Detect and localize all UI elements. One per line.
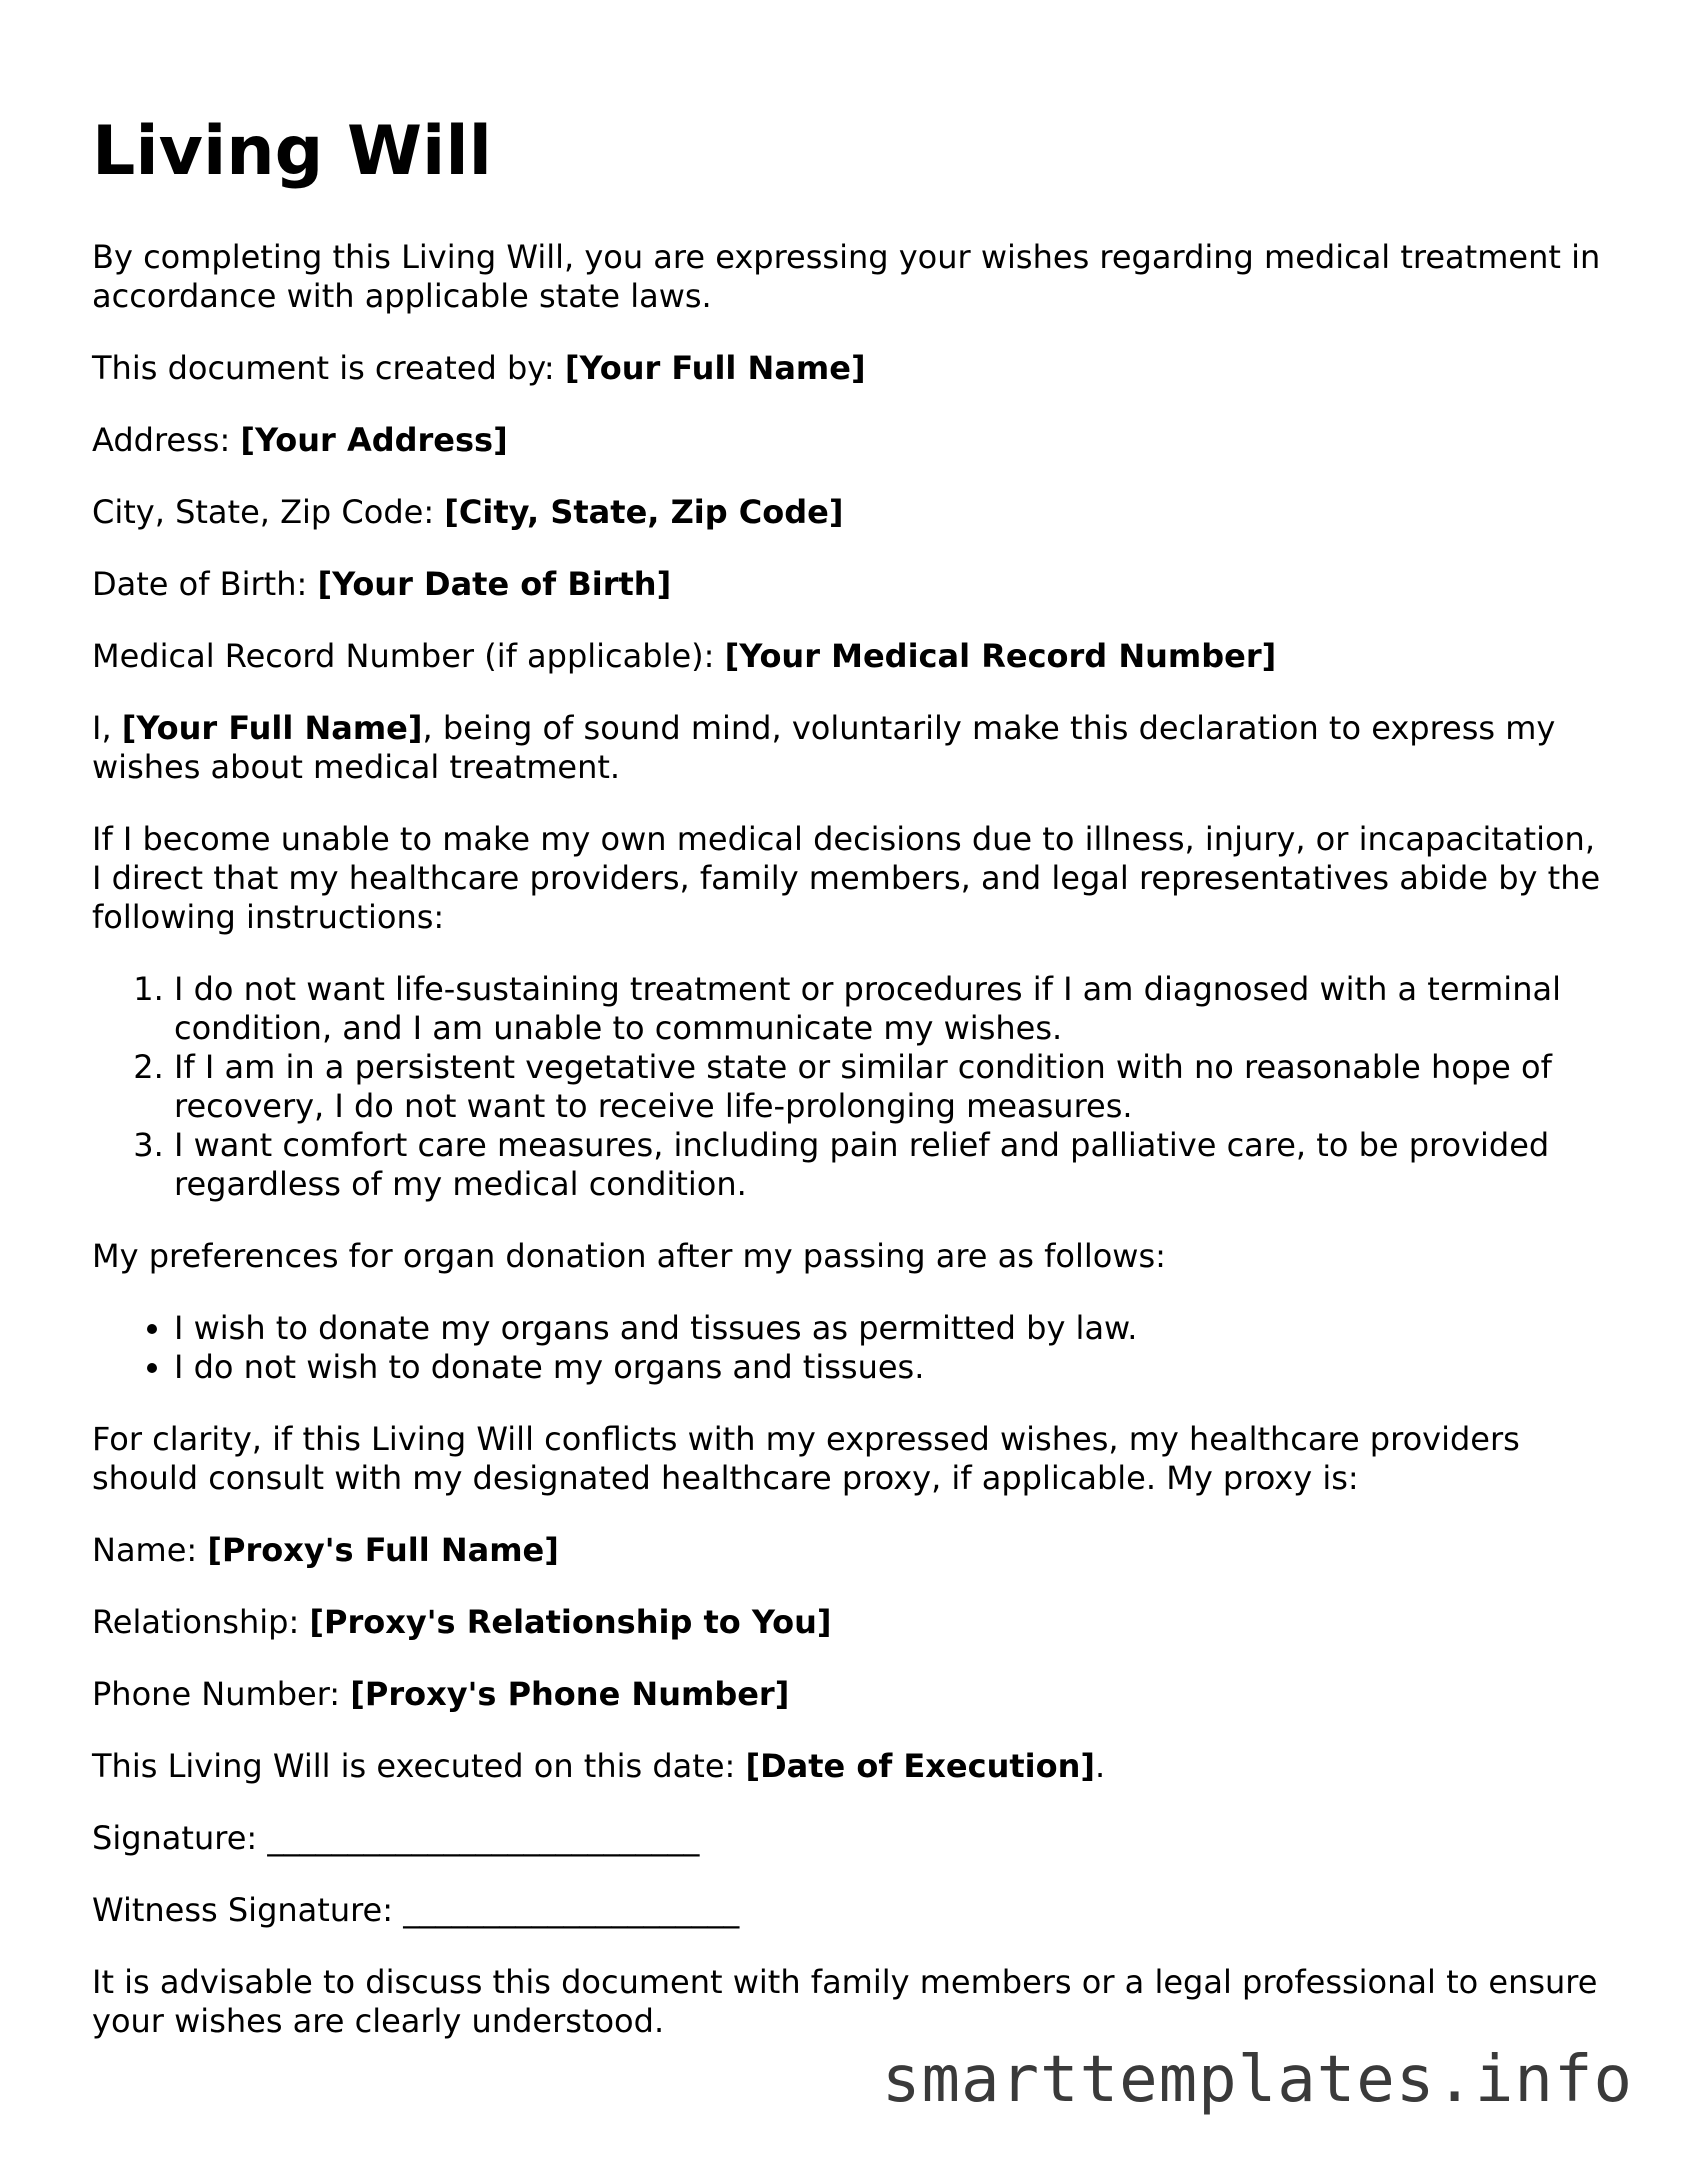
city-label: City, State, Zip Code: bbox=[92, 493, 435, 531]
created-by-value: [Your Full Name] bbox=[564, 349, 866, 387]
dob-value: [Your Date of Birth] bbox=[317, 565, 672, 603]
city-value: [City, State, Zip Code] bbox=[444, 493, 844, 531]
witness-label: Witness Signature: bbox=[92, 1891, 394, 1929]
proxy-name-field bbox=[92, 1531, 1612, 1570]
declaration-prefix: I, bbox=[92, 709, 112, 747]
dob-field bbox=[92, 565, 1612, 604]
address-value: [Your Address] bbox=[240, 421, 508, 459]
organ-option-item: • I wish to donate my organs and tissues as permitted by law. bbox=[174, 1309, 1612, 1348]
proxy-phone-value: [Proxy's Phone Number] bbox=[350, 1675, 790, 1713]
address-field bbox=[92, 421, 1612, 460]
mrn-label: Medical Record Number (if applicable): bbox=[92, 637, 715, 675]
execution-value: [Date of Execution] bbox=[745, 1747, 1096, 1785]
proxy-name-label: Name: bbox=[92, 1531, 198, 1569]
mrn-value: [Your Medical Record Number] bbox=[724, 637, 1277, 675]
created-by-label: This document is created by: bbox=[92, 349, 555, 387]
signature-label: Signature: bbox=[92, 1819, 258, 1857]
instruction-item: 3. I want comfort care measures, including pain relief and palliative care, to be provided regardless of my medical condition. bbox=[174, 1126, 1612, 1204]
document bbox=[92, 112, 1612, 2074]
instruction-item: 2. If I am in a persistent vegetative state or similar condition with no reasonable hope of recovery, I do not want to receive life-prolonging measures. bbox=[174, 1048, 1612, 1126]
declaration-name: [Your Full Name] bbox=[121, 709, 423, 747]
witness-signature-field bbox=[92, 1891, 1612, 1930]
witness-line: _____________________ bbox=[403, 1891, 740, 1929]
signature-line: ___________________________ bbox=[267, 1819, 700, 1857]
closing-paragraph: It is advisable to discuss this document with family members or a legal professional to ensure your wishes are clearly understood. bbox=[92, 1963, 1598, 2040]
execution-label: This Living Will is executed on this date: bbox=[92, 1747, 736, 1785]
declaration-suffix: , being of sound mind, voluntarily make this declaration to express my wishes about medical treatment. bbox=[92, 709, 1556, 786]
execution-date-field bbox=[92, 1747, 1612, 1786]
document-title: Living Will bbox=[92, 112, 492, 191]
watermark: smarttemplates.info bbox=[881, 2043, 1633, 2117]
organ-options-list bbox=[92, 1309, 1612, 1387]
proxy-name-value: [Proxy's Full Name] bbox=[207, 1531, 559, 1569]
proxy-relationship-field bbox=[92, 1603, 1612, 1642]
proxy-relationship-value: [Proxy's Relationship to You] bbox=[309, 1603, 832, 1641]
signature-field bbox=[92, 1819, 1612, 1858]
organ-option-item: • I do not wish to donate my organs and tissues. bbox=[174, 1348, 1612, 1387]
proxy-intro: For clarity, if this Living Will conflicts with my expressed wishes, my healthcare providers should consult with my designated healthcare proxy, if applicable. My proxy is: bbox=[92, 1420, 1520, 1497]
intro-paragraph: By completing this Living Will, you are expressing your wishes regarding medical treatment in accordance with applicable state laws. bbox=[92, 238, 1601, 315]
created-by-field bbox=[92, 349, 1612, 388]
mrn-field bbox=[92, 637, 1612, 676]
execution-end: . bbox=[1095, 1747, 1106, 1785]
address-label: Address: bbox=[92, 421, 231, 459]
instructions-intro: If I become unable to make my own medical decisions due to illness, injury, or incapacitation, I direct that my healthcare providers, family members, and legal representatives abide by the following instructions: bbox=[92, 820, 1601, 936]
organ-intro: My preferences for organ donation after my passing are as follows: bbox=[92, 1237, 1166, 1275]
proxy-phone-field bbox=[92, 1675, 1612, 1714]
proxy-relationship-label: Relationship: bbox=[92, 1603, 300, 1641]
dob-label: Date of Birth: bbox=[92, 565, 308, 603]
proxy-phone-label: Phone Number: bbox=[92, 1675, 341, 1713]
declaration-paragraph bbox=[92, 709, 1612, 787]
city-field bbox=[92, 493, 1612, 532]
instruction-item: 1. I do not want life-sustaining treatment or procedures if I am diagnosed with a terminal condition, and I am unable to communicate my wishes. bbox=[174, 970, 1612, 1048]
instructions-list bbox=[92, 970, 1612, 1204]
